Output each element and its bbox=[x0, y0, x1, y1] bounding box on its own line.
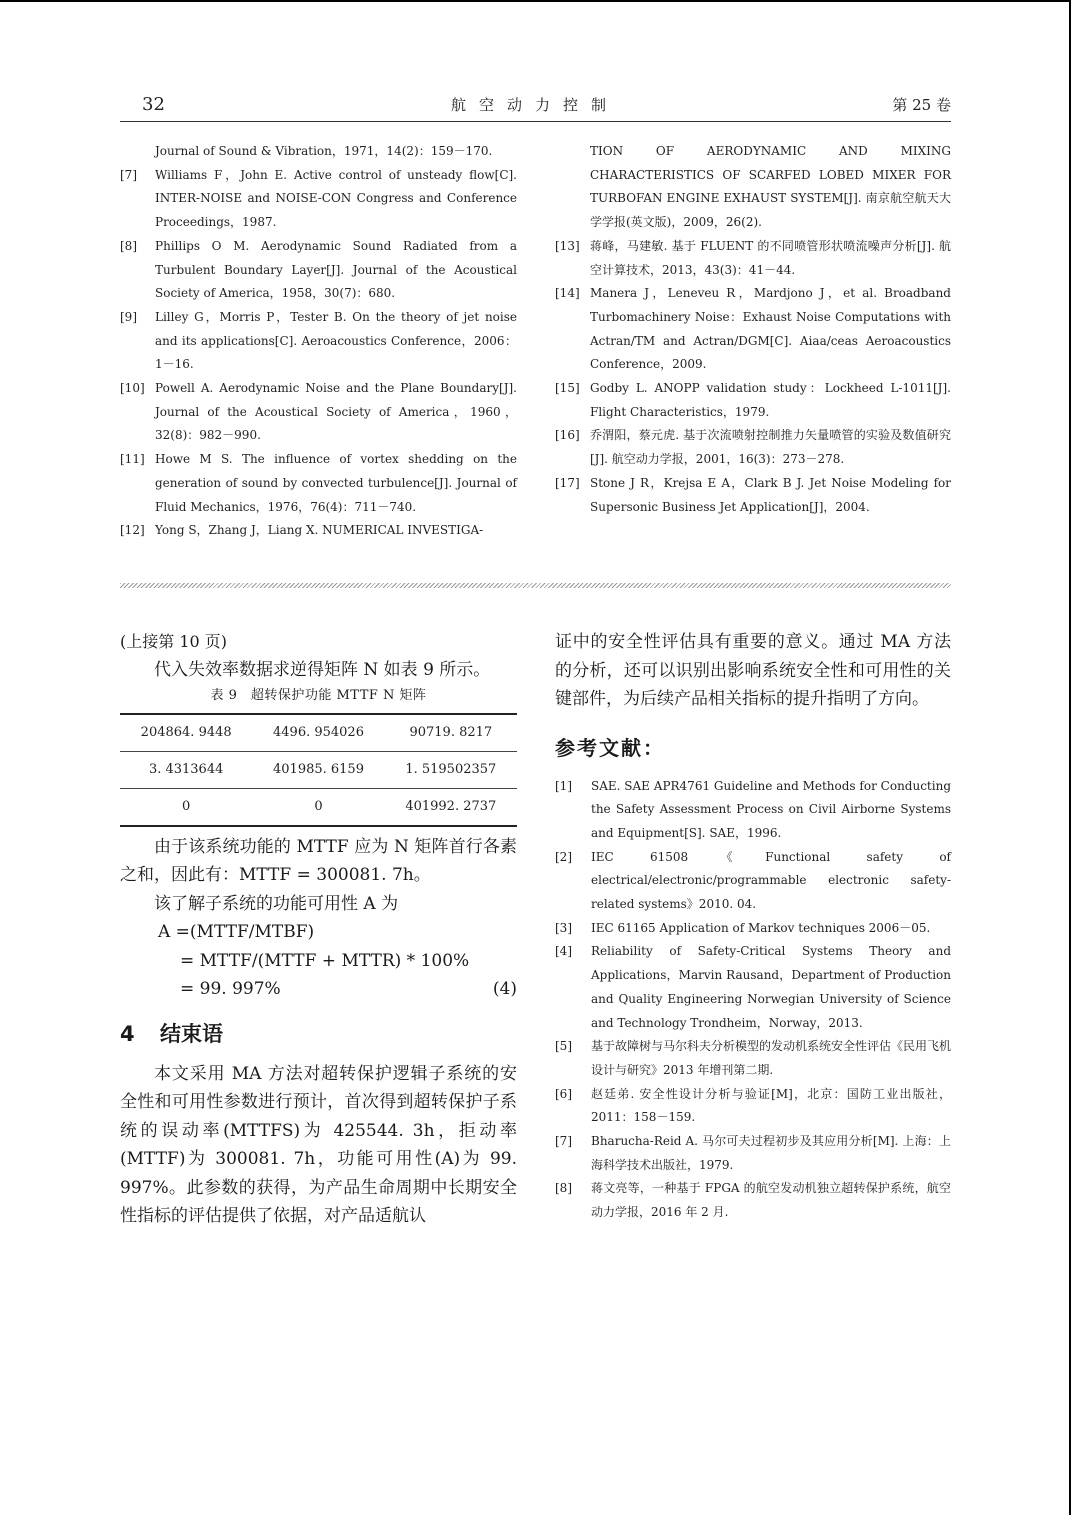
reference-text: 蒋峰，马建敏. 基于 FLUENT 的不同喷管形状喷流噪声分析[J]. 航空计算技术，2013，43(3)：41－44. bbox=[590, 238, 951, 277]
reference-text: 蒋文亮等，一种基于 FPGA 的航空发动机独立超转保护系统，航空动力学报，2016 年 2 月. bbox=[591, 1181, 951, 1220]
reference-item bbox=[120, 377, 517, 448]
reference-text: SAE. SAE APR4761 Guideline and Methods for Conducting the Safety Assessment Process on Civil Airborne Systems and Equipment[S]. SAE，1996. bbox=[591, 778, 951, 840]
reference-number: [14] bbox=[555, 286, 580, 301]
reference-item bbox=[555, 1177, 951, 1224]
reference-text: Bharucha-Reid A. 马尔可夫过程初步及其应用分析[M]. 上海：上海科学技术出版社，1979. bbox=[591, 1134, 951, 1172]
reference-item bbox=[120, 519, 517, 543]
reference-number: [16] bbox=[555, 428, 580, 443]
references-list bbox=[555, 775, 951, 1225]
reference-item bbox=[555, 282, 951, 377]
reference-item bbox=[555, 940, 951, 1035]
reference-number bbox=[120, 140, 155, 164]
mttf-matrix-table bbox=[120, 713, 517, 827]
table-cell: 401992. 2737 bbox=[385, 788, 517, 826]
reference-item bbox=[120, 140, 517, 164]
reference-text: Yong S，Zhang J，Liang X. NUMERICAL INVESTIGA- bbox=[155, 523, 484, 538]
reference-text: Stone J R，Krejsa E A，Clark B J. Jet Noise Modeling for Supersonic Business Jet Application[J]，2004. bbox=[590, 475, 951, 514]
reference-text: Lilley G，Morris P，Tester B. On the theory of jet noise and its applications[C]. Aeroacoustics Conference，2006：1－16. bbox=[155, 309, 517, 372]
reference-item bbox=[555, 377, 951, 424]
table-cell: 4496. 954026 bbox=[252, 714, 384, 752]
reference-item bbox=[555, 235, 951, 282]
table-cell: 0 bbox=[252, 788, 384, 826]
formula-result: = 99. 997% bbox=[180, 979, 281, 999]
reference-number: [3] bbox=[555, 920, 572, 935]
left-body-column bbox=[120, 628, 517, 1231]
mttf-paragraph: 由于该系统功能的 MTTF 应为 N 矩阵首行各素之和，因此有：MTTF = 300081. 7h。 bbox=[120, 836, 517, 885]
reference-text: Journal of Sound & Vibration，1971，14(2)：159－170. bbox=[155, 144, 493, 158]
reference-number: [11] bbox=[120, 452, 145, 467]
table-row bbox=[120, 714, 517, 752]
table-intro-paragraph: 代入失效率数据求逆得矩阵 N 如表 9 所示。 bbox=[154, 660, 491, 680]
table-cell: 90719. 8217 bbox=[385, 714, 517, 752]
equation-number: (4) bbox=[492, 979, 517, 999]
availability-paragraph: 该了解子系统的功能可用性 A 为 bbox=[154, 893, 399, 914]
reference-number: [1] bbox=[555, 778, 572, 793]
conclusion-paragraph: 本文采用 MA 方法对超转保护逻辑子系统的安全性和可用性参数进行预计，首次得到超转保护子系统的误动率(MTTFS)为 425544. 3h，拒动率(MTTF)为 300081. 7h，功能可用性(A)为 99. 997%。此参数的获得，为产品生命周期中长期安全性指标的评估提供了依据，对产品适航认 bbox=[120, 1063, 517, 1226]
table-caption: 表 9 超转保护功能 MTTF N 矩阵 bbox=[210, 687, 427, 703]
formula-line-2: = MTTF/(MTTF + MTTR) * 100% bbox=[180, 950, 470, 971]
conclusion-continued: 证中的安全性评估具有重要的意义。通过 MA 方法的分析，还可以识别出影响系统安全性和可用性的关键部件，为后续产品相关指标的提升指明了方向。 bbox=[555, 632, 951, 709]
table-cell: 401985. 6159 bbox=[252, 751, 384, 788]
table-cell: 3. 4313644 bbox=[120, 751, 252, 788]
reference-number: [5] bbox=[555, 1039, 572, 1054]
section-number: 4 bbox=[120, 1021, 135, 1046]
reference-number: [17] bbox=[555, 475, 580, 490]
reference-item bbox=[555, 1035, 951, 1082]
reference-number: [4] bbox=[555, 944, 572, 959]
reference-number: [15] bbox=[555, 381, 580, 396]
reference-number: [9] bbox=[120, 309, 137, 324]
reference-item bbox=[555, 140, 951, 235]
journal-title: 航空动力控制 bbox=[450, 96, 619, 114]
references-top-left bbox=[120, 140, 517, 543]
page-number: 32 bbox=[142, 94, 165, 115]
reference-number: [13] bbox=[555, 238, 580, 253]
reference-number: [6] bbox=[555, 1086, 572, 1101]
reference-number bbox=[555, 140, 590, 235]
table-row bbox=[120, 788, 517, 826]
section-heading bbox=[120, 1018, 517, 1048]
reference-item bbox=[555, 775, 951, 846]
reference-text: Phillips O M. Aerodynamic Sound Radiated from a Turbulent Boundary Layer[J]. Journal of the Acoustical Society of America，1958，30(7)：680. bbox=[155, 238, 517, 301]
reference-item bbox=[120, 164, 517, 235]
references-top-right bbox=[555, 140, 951, 519]
reference-number: [8] bbox=[120, 238, 137, 253]
reference-text: 基于故障树与马尔科夫分析模型的发动机系统安全性评估《民用飞机设计与研究》2013 年增刊第二期. bbox=[591, 1039, 952, 1077]
reference-item bbox=[555, 424, 951, 471]
formula-line-1: A =(MTTF/MTBF) bbox=[158, 922, 315, 942]
article-separator bbox=[120, 583, 951, 588]
reference-item bbox=[555, 1130, 951, 1177]
reference-number: [8] bbox=[555, 1181, 572, 1196]
reference-text: Reliability of Safety-Critical Systems Theory and Applications，Marvin Rausand，Department of Production and Quality Engineering Norwegian University of Science and Technology Trondheim，Norway，2013. bbox=[591, 944, 951, 1030]
section-title: 结束语 bbox=[160, 1021, 223, 1046]
reference-text: Howe M S. The influence of vortex shedding on the generation of sound by convected turbulence[J]. Journal of Fluid Mechanics，1976，76(4)：711－740. bbox=[155, 452, 517, 514]
table-cell: 0 bbox=[120, 788, 252, 826]
header-rule bbox=[120, 121, 951, 122]
reference-text: Godby L. ANOPP validation study：Lockheed L-1011[J]. Flight Characteristics，1979. bbox=[590, 381, 951, 419]
continued-note: (上接第 10 页) bbox=[120, 632, 228, 651]
reference-item bbox=[555, 917, 951, 941]
reference-text: 赵廷弟. 安全性设计分析与验证[M]，北京：国防工业出版社，2011：158－159. bbox=[591, 1086, 951, 1125]
table-row bbox=[120, 751, 517, 788]
reference-text: TION OF AERODYNAMIC AND MIXING CHARACTERISTICS OF SCARFED LOBED MIXER FOR TURBOFAN ENGINE EXHAUST SYSTEM[J]. 南京航空航天大学学报(英文版)，2009，26(2). bbox=[590, 144, 951, 230]
reference-number: [12] bbox=[120, 523, 145, 538]
table-cell: 204864. 9448 bbox=[120, 714, 252, 752]
reference-number: [7] bbox=[120, 167, 137, 182]
table-cell: 1. 519502357 bbox=[385, 751, 517, 788]
reference-text: IEC 61508《Functional safety of electrical/electronic/programmable electronic safety-related systems》2010. 04. bbox=[591, 849, 951, 912]
reference-item bbox=[555, 846, 951, 917]
reference-item bbox=[120, 235, 517, 306]
formula-line-3 bbox=[120, 975, 517, 1004]
reference-text: IEC 61165 Application of Markov techniques 2006－05. bbox=[591, 920, 931, 935]
volume-label: 第 25 卷 bbox=[892, 96, 951, 114]
right-body-column bbox=[555, 628, 951, 1225]
reference-number: [2] bbox=[555, 849, 572, 864]
reference-text: Williams F，John E. Active control of unsteady flow[C]. INTER-NOISE and NOISE-CON Congress and Conference Proceedings，1987. bbox=[155, 167, 517, 230]
reference-text: 乔渭阳，蔡元虎. 基于次流喷射控制推力矢量喷管的实验及数值研究[J]. 航空动力学报，2001，16(3)：273－278. bbox=[590, 428, 951, 467]
reference-text: Powell A. Aerodynamic Noise and the Plane Boundary[J]. Journal of the Acoustical Society of America，1960，32(8)：982－990. bbox=[155, 381, 517, 443]
page-border-top bbox=[0, 0, 1071, 2]
reference-text: Manera J，Leneveu R，Mardjono J，et al. Broadband Turbomachinery Noise：Exhaust Noise Computations with Actran/TM and Actran/DGM[C]. Aiaa/ceas Aeroacoustics Conference，2009. bbox=[590, 286, 951, 372]
reference-number: [7] bbox=[555, 1134, 572, 1149]
reference-item bbox=[555, 472, 951, 519]
reference-item bbox=[555, 1083, 951, 1130]
reference-item bbox=[120, 306, 517, 377]
reference-item bbox=[120, 448, 517, 519]
references-heading: 参考文献： bbox=[555, 735, 665, 760]
reference-number: [10] bbox=[120, 381, 145, 396]
